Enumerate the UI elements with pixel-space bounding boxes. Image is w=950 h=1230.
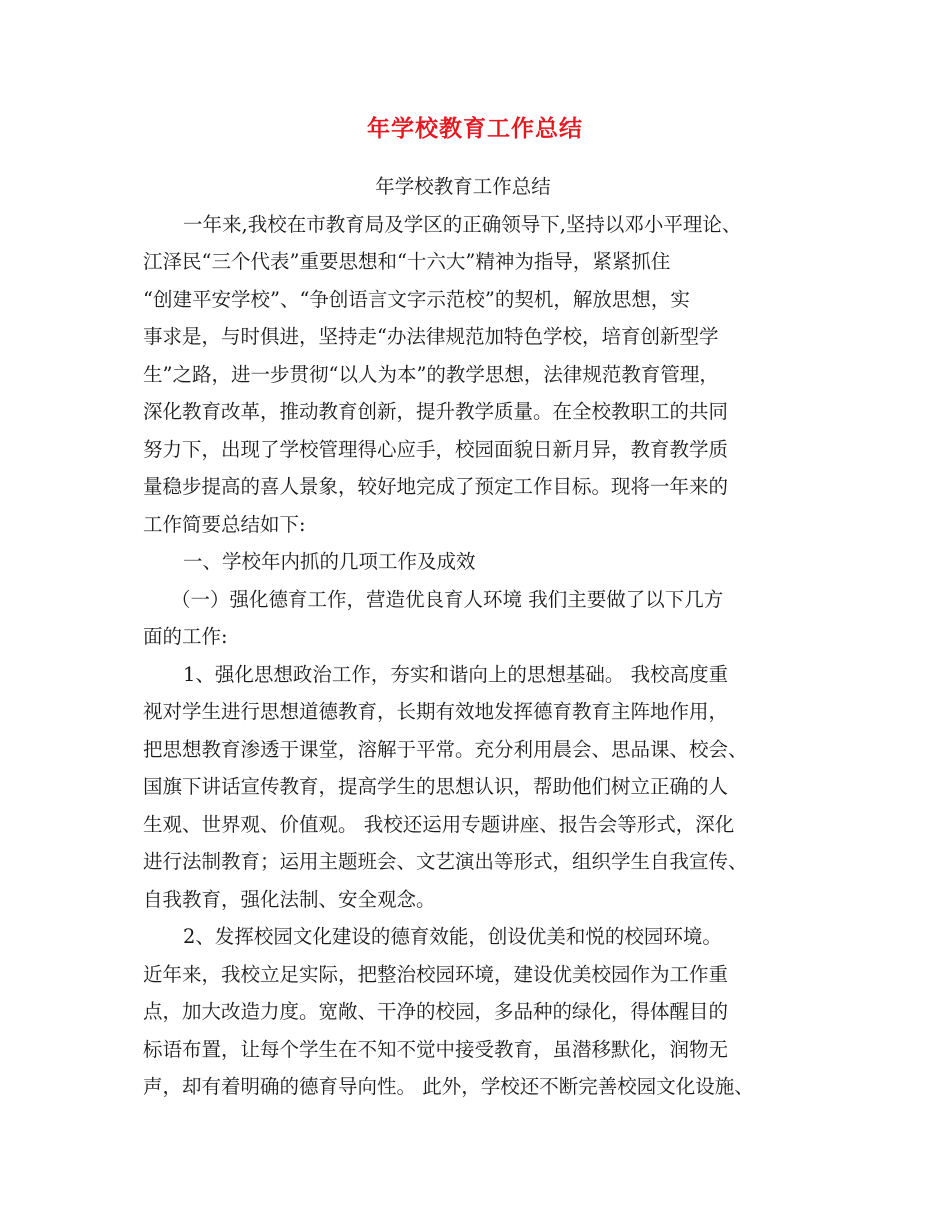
subsection-heading: （一）强化德育工作，营造优良育人环境 我们主要做了以下几方 xyxy=(171,587,724,611)
document-title: 年学校教育工作总结 xyxy=(367,115,583,142)
paragraph-line: 量稳步提高的喜人景象，较好地完成了预定工作目标。现将一年来的 xyxy=(143,475,729,498)
paragraph-line: 生”之路，进一步贯彻“以人为本”的教学思想，法律规范教育管理， xyxy=(143,362,719,386)
paragraph-line: 声，却有着明确的德育导向性。 此外，学校还不断完善校园文化设施、 xyxy=(143,1075,754,1098)
paragraph-line: 1、强化思想政治工作，夯实和谐向上的思想基础。 我校高度重 xyxy=(183,662,729,686)
paragraph-line: 近年来，我校立足实际，把整治校园环境，建设优美校园作为工作重 xyxy=(143,962,729,986)
paragraph-line: 面的工作: xyxy=(143,625,228,648)
paragraph-line: 努力下，出现了学校管理得心应手，校园面貌日新月异，教育教学质 xyxy=(143,437,729,461)
paragraph-line: “创建平安学校”、“争创语言文字示范校”的契机，解放思想，实 xyxy=(143,287,690,311)
paragraph-line: 自我教育，强化法制、安全观念。 xyxy=(143,887,436,911)
paragraph-line: 视对学生进行思想道德教育，长期有效地发挥德育教育主阵地作用， xyxy=(143,700,729,723)
paragraph-line: 一年来,我校在市教育局及学区的正确领导下,坚持以邓小平理论、 xyxy=(183,212,742,236)
paragraph-line: 生观、世界观、价值观。 我校还运用专题讲座、报告会等形式，深化 xyxy=(143,812,735,836)
document-body xyxy=(143,168,823,1106)
paragraph-line: 把思想教育渗透于课堂，溶解于平常。充分利用晨会、思品课、校会、 xyxy=(143,737,748,761)
paragraph-line: 工作简要总结如下: xyxy=(143,512,306,536)
paragraph-line: 点，加大改造力度。宽敞、干净的校园，多品种的绿化，得体醒目的 xyxy=(143,1000,729,1023)
paragraph-line: 事求是，与时俱进，坚持走“办法律规范加特色学校，培育创新型学 xyxy=(143,325,719,348)
paragraph-line: 2、发挥校园文化建设的德育效能，创设优美和悦的校园环境。 xyxy=(183,925,722,948)
paragraph-line: 进行法制教育；运用主题班会、文艺演出等形式，组织学生自我宣传、 xyxy=(143,850,748,873)
paragraph-line: 深化教育改革，推动教育创新，提升教学质量。在全校教职工的共同 xyxy=(143,400,729,423)
document-subtitle: 年学校教育工作总结 xyxy=(375,175,551,198)
paragraph-line: 标语布置，让每个学生在不知不觉中接受教育，虽潜移默化，润物无 xyxy=(143,1037,729,1061)
paragraph-line: 江泽民“三个代表”重要思想和“十六大”精神为指导，紧紧抓住 xyxy=(143,250,671,273)
paragraph-line: 国旗下讲话宣传教育，提高学生的思想认识，帮助他们树立正确的人 xyxy=(143,775,729,798)
section-heading: 一、学校年内抓的几项工作及成效 xyxy=(183,550,476,573)
